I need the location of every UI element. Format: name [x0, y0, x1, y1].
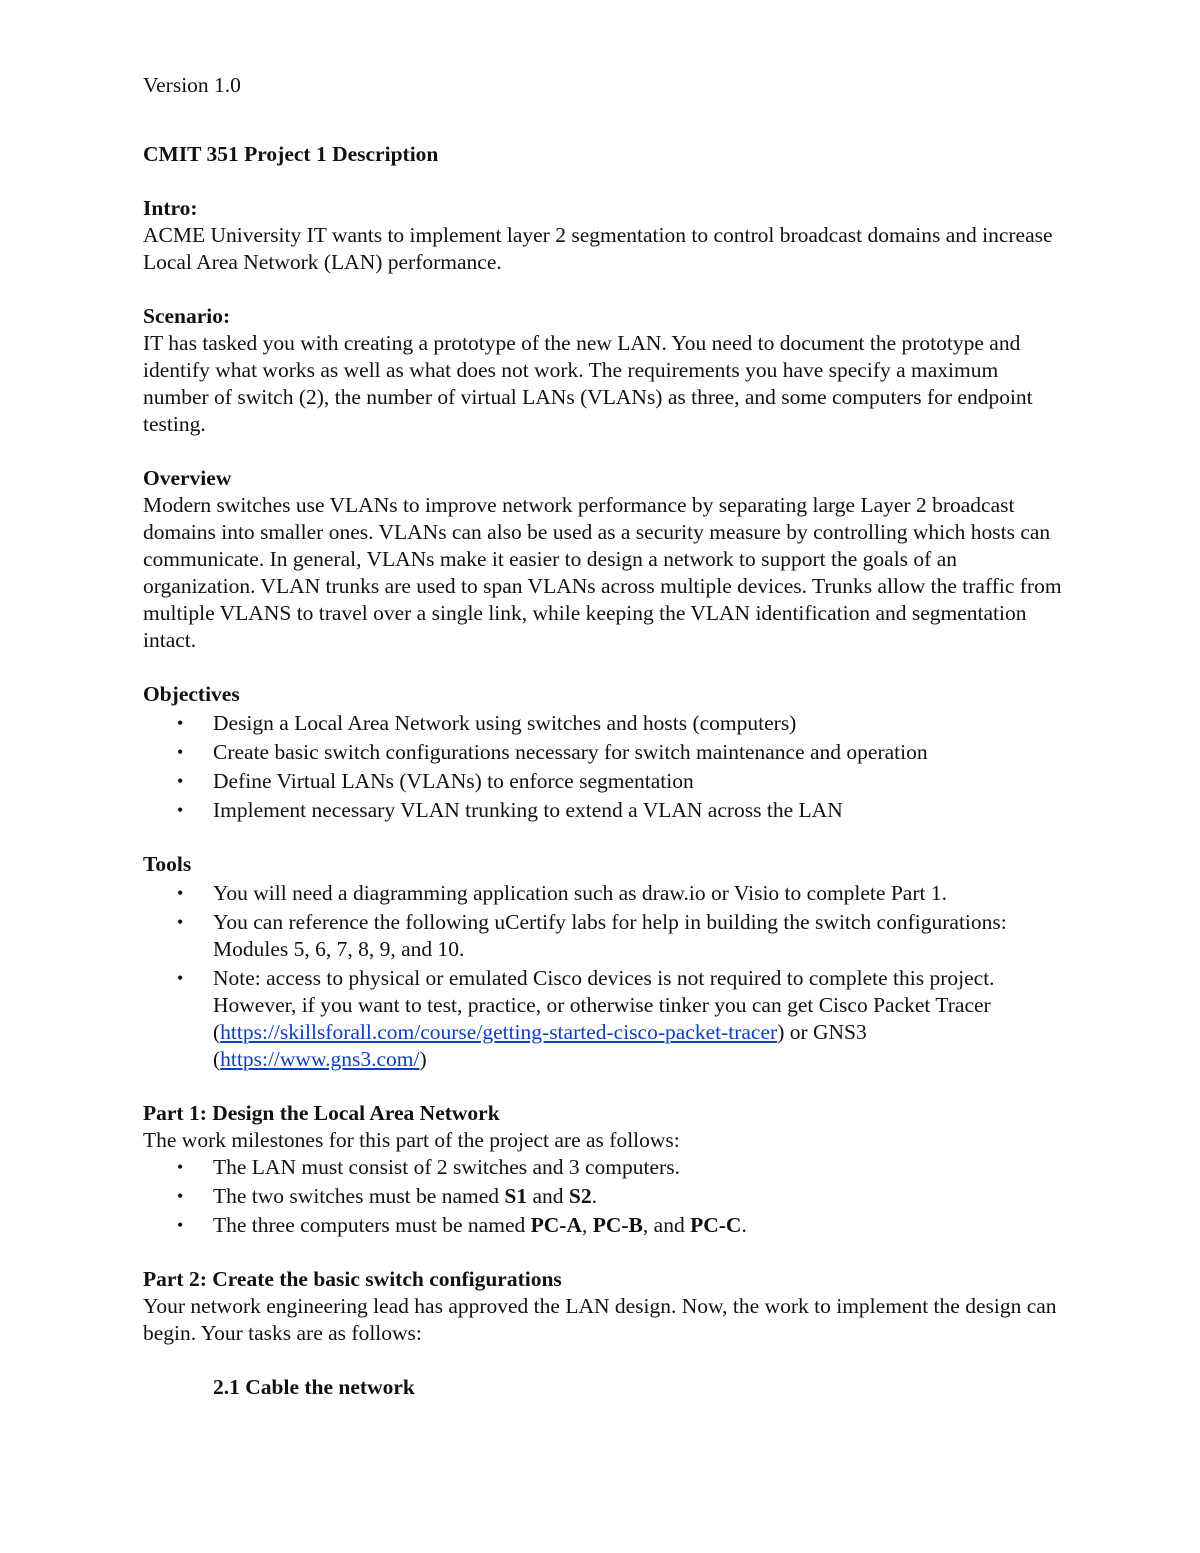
milestone-text: , and: [642, 1213, 691, 1237]
bullet-icon: •: [177, 912, 184, 932]
bullet-icon: •: [177, 713, 184, 733]
list-item: [143, 965, 1063, 1073]
milestone-text: .: [591, 1184, 597, 1208]
objectives-list: [143, 710, 1063, 824]
list-item: [143, 1183, 1063, 1210]
pc-name-c: PC-C: [690, 1213, 742, 1237]
milestone-text: ,: [581, 1213, 593, 1237]
tool-text: You will need a diagramming application such as draw.io or Visio to complete Part 1.: [213, 881, 947, 905]
bullet-icon: •: [177, 968, 184, 988]
intro-text: ACME University IT wants to implement layer 2 segmentation to control broadcast domains and increase Local Area Network (LAN) performance.: [143, 223, 1053, 274]
list-item: [143, 880, 1063, 907]
list-item: [143, 739, 1063, 766]
part1-list: [143, 1154, 1063, 1239]
bullet-icon: •: [177, 883, 184, 903]
part2-section: [143, 1266, 1063, 1401]
milestone-text: The LAN must consist of 2 switches and 3 computers.: [213, 1155, 680, 1179]
scenario-text: IT has tasked you with creating a prototype of the new LAN. You need to document the prototype and identify what works as well as what does not work. The requirements you have specify a maximum number of switch (2), the number of virtual LANs (VLANs) as three, and some computers for endpoint testing.: [143, 331, 1033, 436]
list-item: [143, 768, 1063, 795]
intro-section: [143, 195, 1063, 276]
part2-subheading: 2.1 Cable the network: [213, 1375, 415, 1399]
milestone-text: The two switches must be named: [213, 1184, 505, 1208]
overview-section: [143, 465, 1063, 654]
overview-heading: Overview: [143, 466, 232, 490]
pc-name-b: PC-B: [592, 1213, 643, 1237]
list-item: [143, 797, 1063, 824]
tool-note-mid: ) or GNS3 (: [213, 1020, 867, 1071]
overview-text: Modern switches use VLANs to improve network performance by separating large Layer 2 broadcast domains into smaller ones. VLANs can also be used as a security measure by controlling which hosts can communicate. In general, VLANs make it easier to design a network to support the goals of an organization. VLAN trunks are used to span VLANs across multiple devices. Trunks allow the traffic from multiple VLANS to travel over a single link, while keeping the VLAN identification and segmentation intact.: [143, 493, 1062, 652]
document-title: CMIT 351 Project 1 Description: [143, 142, 439, 166]
objective-text: Create basic switch configurations necessary for switch maintenance and operation: [213, 740, 928, 764]
part2-heading: Part 2: Create the basic switch configurations: [143, 1267, 562, 1291]
milestone-text: and: [527, 1184, 569, 1208]
document-page: [143, 72, 1063, 1428]
bullet-icon: •: [177, 800, 184, 820]
bullet-icon: •: [177, 742, 184, 762]
milestone-text: .: [741, 1213, 747, 1237]
gns3-link[interactable]: https://www.gns3.com/: [220, 1047, 420, 1071]
bullet-icon: •: [177, 1186, 184, 1206]
tools-heading: Tools: [143, 852, 192, 876]
objective-text: Design a Local Area Network using switches and hosts (computers): [213, 711, 797, 735]
scenario-heading: Scenario:: [143, 304, 231, 328]
list-item: [143, 909, 1063, 963]
objectives-heading: Objectives: [143, 682, 240, 706]
scenario-section: [143, 303, 1063, 438]
milestone-text: The three computers must be named: [213, 1213, 531, 1237]
tool-note-text: Note: access to physical or emulated Cisco devices is not required to complete this project. However, if you want to test, practice, or otherwise tinker you can get Cisco Packet Tracer (: [213, 966, 995, 1044]
bullet-icon: •: [177, 1157, 184, 1177]
pc-name-a: PC-A: [530, 1213, 582, 1237]
version-label: Version 1.0: [143, 73, 241, 97]
bullet-icon: •: [177, 771, 184, 791]
tools-section: [143, 851, 1063, 1073]
objective-text: Implement necessary VLAN trunking to extend a VLAN across the LAN: [213, 798, 843, 822]
list-item: [143, 1212, 1063, 1239]
part1-intro: The work milestones for this part of the project are as follows:: [143, 1128, 680, 1152]
part2-intro: Your network engineering lead has approved the LAN design. Now, the work to implement the design can begin. Your tasks are as follows:: [143, 1294, 1057, 1345]
bullet-icon: •: [177, 1215, 184, 1235]
part1-heading: Part 1: Design the Local Area Network: [143, 1101, 500, 1125]
objective-text: Define Virtual LANs (VLANs) to enforce segmentation: [213, 769, 694, 793]
tool-text: You can reference the following uCertify labs for help in building the switch configurations: Modules 5, 6, 7, 8, 9, and 10.: [213, 910, 1007, 961]
list-item: [143, 710, 1063, 737]
list-item: [143, 1154, 1063, 1181]
intro-heading: Intro:: [143, 196, 198, 220]
objectives-section: [143, 681, 1063, 824]
tool-note-end: ): [419, 1047, 427, 1071]
switch-name-s2: S2: [568, 1184, 592, 1208]
packet-tracer-link[interactable]: https://skillsforall.com/course/getting-started-cisco-packet-tracer: [220, 1020, 778, 1044]
switch-name-s1: S1: [504, 1184, 528, 1208]
part1-section: [143, 1100, 1063, 1239]
tools-list: [143, 880, 1063, 1073]
